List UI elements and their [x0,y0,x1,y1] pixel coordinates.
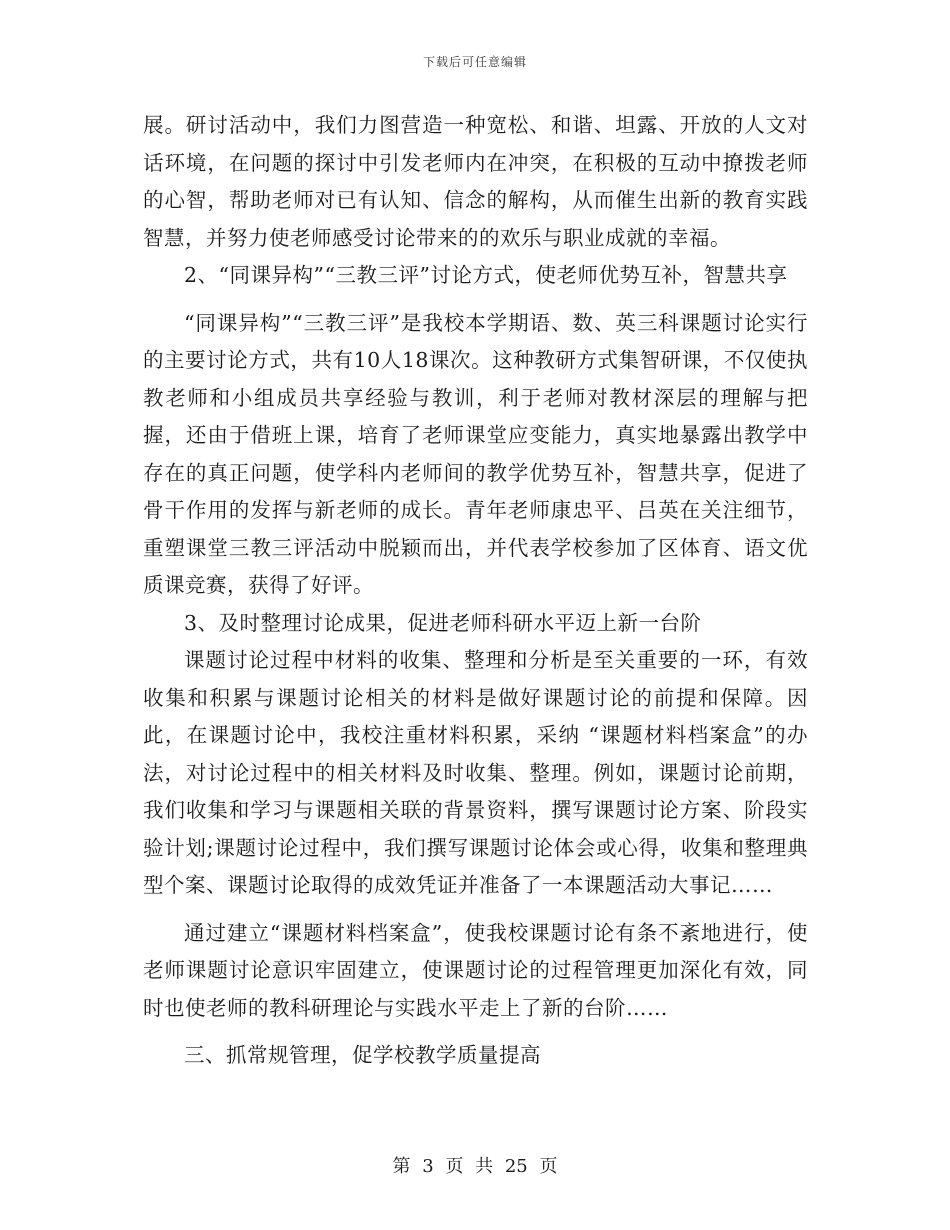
section-heading-three: 三、抓常规管理，促学校教学质量提高 [184,1043,541,1067]
document-body [143,107,808,1075]
paragraph-continuation: 展。研讨活动中，我们力图营造一种宽松、和谐、坦露、开放的人文对话环境，在问题的探讨中引发老师内在冲突，在积极的互动中撩拨老师的心智，帮助老师对已有认知、信念的解构，从而催生出新的教育实践智慧，并努力使老师感受讨论带来的的欢乐与职业成就的幸福。 [143,113,808,250]
paragraph-archive-box: 通过建立“课题材料档案盒”，使我校课题讨论有条不紊地进行，使老师课题讨论意识牢固建立，使课题讨论的过程管理更加深化有效，同时也使老师的教科研理论与实践水平走上了新的台阶…… [143,920,808,1020]
page-number: 第 3 页 共 25 页 [392,1156,558,1177]
page-header: 下载后可任意编辑 [422,55,527,69]
section-heading-3: 3、及时整理讨论成果，促进老师科研水平迈上新一台阶 [184,610,702,635]
paragraph-material-collection: 课题讨论过程中材料的收集、整理和分析是至关重要的一环，有效收集和积累与课题讨论相关的材料是做好课题讨论的前提和保障。因此，在课题讨论中，我校注重材料积累，采纳 “课题材料档案盒”的办法，对讨论过程中的相关材料及时收集、整理。例如，课题讨论前期，我们收集和学习与课题相关联的背景资料，撰写课题讨论方案、阶段实验计划;课题讨论过程中，我们撰写课题讨论体会或心得，收集和整理典型个案、课题讨论取得的成效凭证并准备了一本课题活动大事记…… [143,648,808,897]
section-heading-2: 2、“同课异构”“三教三评”讨论方式，使老师优势互补，智慧共享 [184,263,788,287]
paragraph-same-lesson: “同课异构”“三教三评”是我校本学期语、数、英三科课题讨论实行的主要讨论方式，共有10人18课次。这种教研方式集智研课，不仅使执教老师和小组成员共享经验与教训，利于老师对教材深层的理解与把握，还由于借班上课，培育了老师课堂应变能力，真实地暴露出教学中存在的真正问题，使学科内老师间的教学优势互补，智慧共享，促进了骨干作用的发挥与新老师的成长。青年老师康忠平、吕英在关注细节，重塑课堂三教三评活动中脱颖而出，并代表学校参加了区体育、语文优质课竞赛，获得了好评。 [143,310,808,597]
